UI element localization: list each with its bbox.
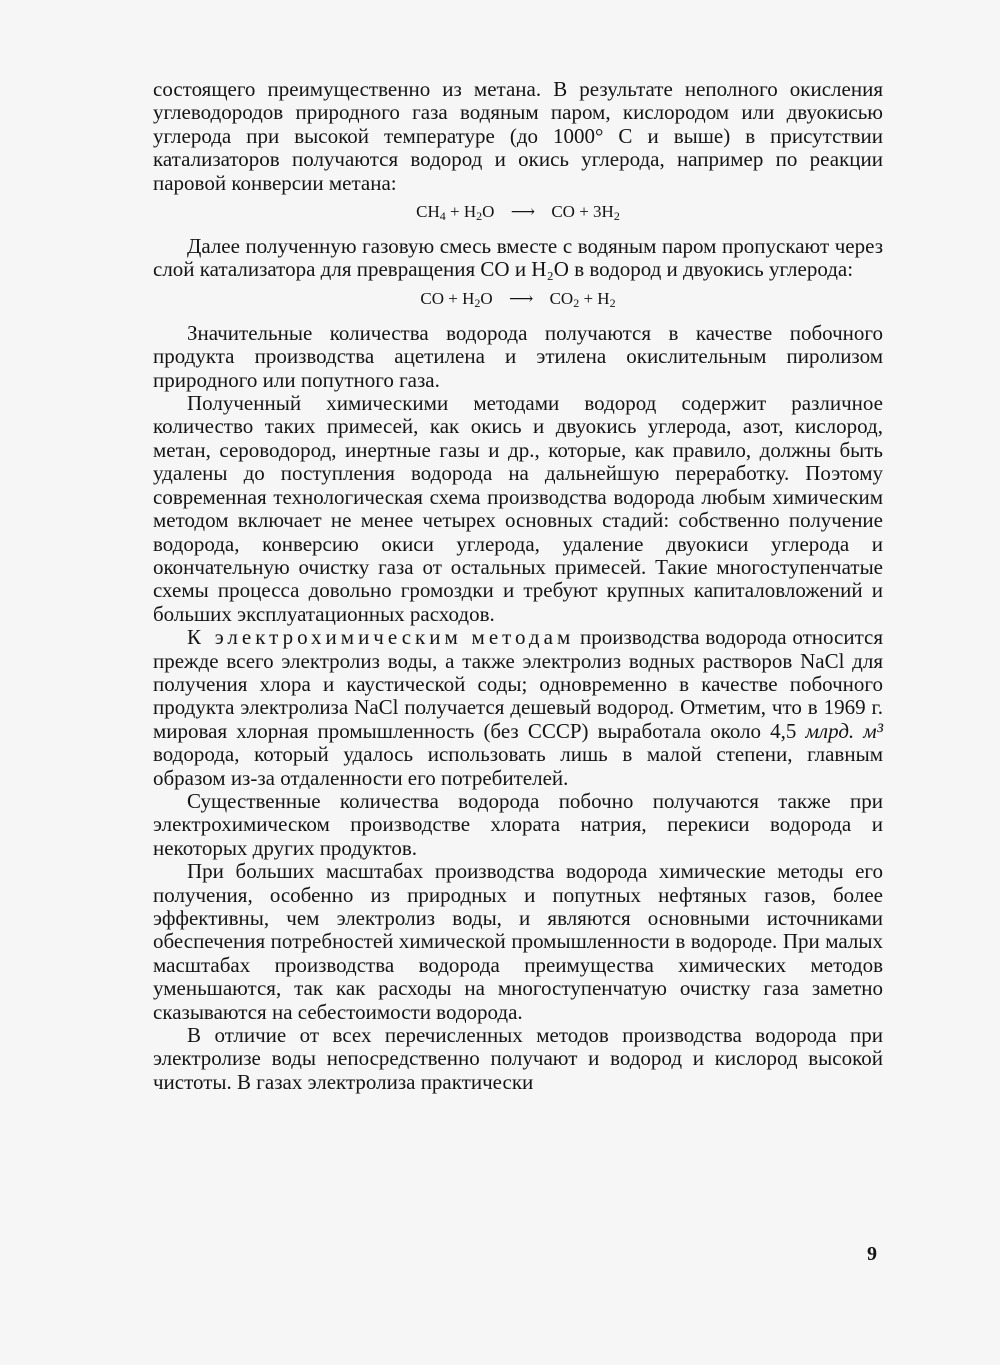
eq2-sub-2c: 2 [609, 295, 616, 310]
eq2-co: CO [549, 288, 574, 308]
electrochemical-text-b: водорода, который удалось использовать лишь в малой степени, главным образом из-за отдаленности его потребителей. [153, 742, 883, 790]
paragraph-byproduct: Значительные количества водорода получаются в качестве побочного продукта производства ацетилена и этилена окислительным пиролизом природного или попутного газа. [153, 320, 883, 392]
eq1-o: O [482, 202, 495, 222]
eq2-arrow: ⟶ [508, 288, 534, 308]
paragraph-scale-comparison: При больших масштабах производства водорода химические методы его получения, особенно из природных и попутных нефтяных газов, более эффективны, чем электролиз воды, и являются основными источниками обеспечения потребностей химической промышленности в водороде. При малых масштабах производства водорода преимущества химических методов уменьшаются, так как расходы на многоступенчатую очистку газа заметно сказываются на себестоимости водорода. [153, 859, 883, 1024]
eq1-sub-4: 4 [439, 209, 446, 224]
eq2-o: O [480, 288, 493, 308]
electrochemical-text-a: производства водорода относится прежде всего электролиз воды, а также электролиз водных растворов NaCl для получения хлора и каустической соды; одновременно в качестве побочного продукта электролиза NaCl получается дешевый водород. Отметим, что в 1969 г. мировая хлорная промышленность (без СССР) выработала около 4,5 [153, 625, 883, 743]
eq2-h: + H [579, 288, 610, 308]
eq1-rhs-sub: 2 [613, 209, 620, 224]
electrochemical-methods-lead: К электрохимическим методам [187, 625, 575, 650]
paragraph-impurities: Полученный химическими методами водород содержит различное количество таких примесей, как окись и двуокись углерода, азот, кислород, метан, сероводород, инертные газы и др., которые, как правило, должны быть удалены до поступления водорода на дальнейшую переработку. Поэтому современная технологическая схема производства водорода любым химическим методом включает не менее четырех основных стадий: собственно получение водорода, конверсию окиси углерода, удаление двуокиси углерода и окончательную очистку газа от остальных примесей. Такие многоступенчатые схемы процесса довольно громоздки и требуют крупных капиталовложений и больших эксплуатационных расходов. [153, 391, 883, 626]
paragraph-co-conversion: Далее полученную газовую смесь вместе с водяным паром пропускают через слой катализатора для превращения СО и Н₂О в водород и двуокись углерода: [153, 234, 883, 282]
eq1-rhs: CO + 3H [551, 202, 614, 222]
eq2-sub-2a: 2 [474, 295, 481, 310]
page-number: 9 [867, 1243, 877, 1265]
eq1-ch: CH [416, 202, 440, 222]
paragraph-chlorate: Существенные количества водорода побочно получаются также при электрохимическом производстве хлората натрия, перекиси водорода и некоторых других продуктов. [153, 788, 883, 860]
paragraph-electrolysis-purity: В отличие от всех перечисленных методов производства водорода при электролизе воды непосредственно получают и водород и кислород высокой чистоты. В газах электролиза практически [153, 1023, 883, 1094]
body-text [153, 78, 883, 1094]
volume-unit: млрд. м³ [805, 718, 883, 743]
eq2-coh: CO + H [420, 288, 475, 308]
equation-co-shift [153, 288, 883, 310]
paragraph-methane-oxidation: состоящего преимущественно из метана. В результате неполного окисления углеводородов природного газа водяным паром, кислородом или двуокисью углерода при высокой температуре (до 1000° С и выше) в присутствии катализаторов получаются водород и окись углерода, например по реакции паровой конверсии метана: [153, 77, 883, 195]
equation-steam-conversion [153, 201, 883, 223]
eq2-sub-2b: 2 [573, 295, 580, 310]
eq1-h: + H [445, 202, 477, 222]
paragraph-electrochemical [153, 626, 883, 790]
eq1-sub-2: 2 [476, 209, 483, 224]
eq1-arrow: ⟶ [510, 202, 536, 222]
